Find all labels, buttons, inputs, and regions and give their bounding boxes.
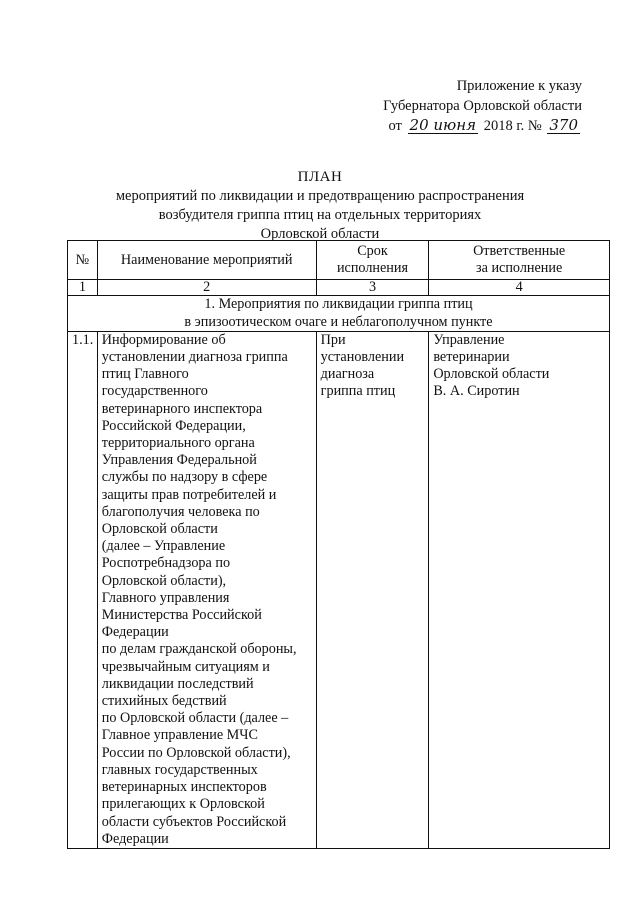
header-name: Наименование мероприятий [97,241,316,280]
title-line-1: мероприятий по ликвидации и предотвращению распространения [115,188,525,204]
title-line-2: возбудителя гриппа птиц на отдельных территориях [158,207,482,223]
header-row [68,241,610,280]
appendix-line-3 [383,116,582,136]
appendix-year: 2018 г. № [483,118,542,134]
column-number-4: 4 [429,280,610,296]
handwritten-date: 20 июня [409,116,477,134]
header-deadline: Срок исполнения [316,241,429,280]
document-title [0,168,640,244]
table-row [68,331,610,848]
plan-table [67,240,610,849]
handwritten-number: 370 [549,116,578,134]
title-line-3: Орловской области [260,226,380,242]
row-responsible: Управление ветеринарии Орловской области В. А. Сиротин [429,331,610,848]
column-number-row [68,280,610,296]
appendix-line-2: Губернатора Орловской области [383,98,582,114]
header-num: № [68,241,98,280]
section-row [68,296,610,331]
column-number-2: 2 [97,280,316,296]
row-measure-name: Информирование об установлении диагноза гриппа птиц Главного государственного ветеринарного инспектора Российской Федерации, территориального органа Управления Федеральной службы по надзору в сфере защиты прав потребителей и благополучия человека по Орловской области (далее – Управление Роспотребнадзора по Орловской области), Главного управления Министерства Российской Федерации по делам гражданской обороны, чрезвычайным ситуациям и ликвидации последствий стихийных бедствий по Орловской области (далее – Главное управление МЧС России по Орловской области), главных государственных ветеринарных инспекторов прилегающих к Орловской области субъектов Российской Федерации [97,331,316,848]
column-number-3: 3 [316,280,429,296]
section-title: 1. Мероприятия по ликвидации гриппа птиц в эпизоотическом очаге и неблагополучном пункте [68,296,610,331]
header-responsible: Ответственные за исполнение [429,241,610,280]
row-number: 1.1. [68,331,98,848]
row-deadline: При установлении диагноза гриппа птиц [316,331,429,848]
appendix-from: от [388,118,402,134]
title-plan: ПЛАН [297,169,343,185]
appendix-line-1: Приложение к указу [456,78,582,94]
column-number-1: 1 [68,280,98,296]
appendix-header [383,76,582,136]
